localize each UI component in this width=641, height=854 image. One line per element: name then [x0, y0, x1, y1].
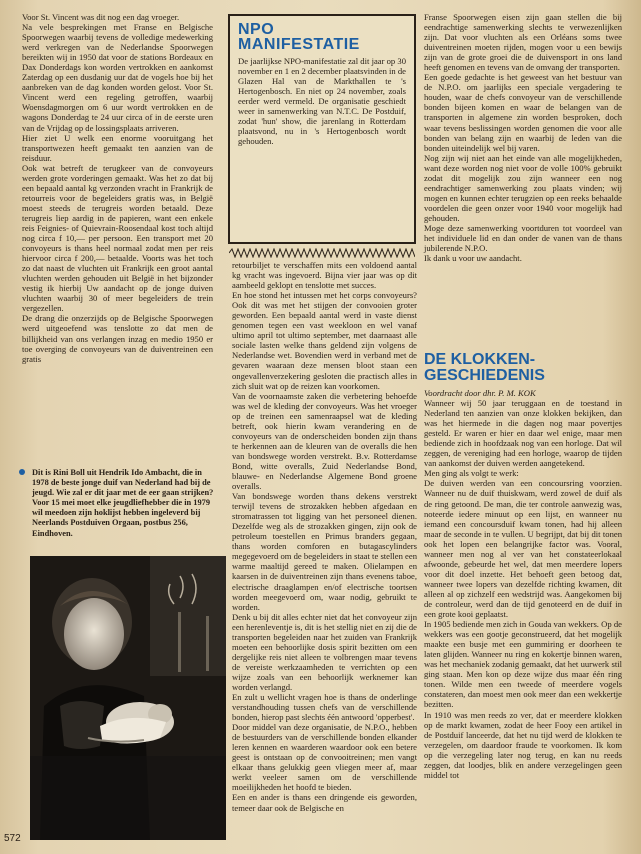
paragraph: Door middel van deze organisatie, de N.P.O., hebben de bestuurders van de verschillende bonden elkander leren kennen en waarderen waardoor ook een betere geest is ontstaan op de convooitreinen; men vangt elkaar thans gelukkig geen vliegen meer af, maar werkt veeleer samen om de verschillende moeilijkheden het hoofd te bieden.	[232, 722, 417, 793]
paragraph: Denk u bij dit alles echter niet dat het convoyeur zijn een herenleventje is, dit is het stellig niet en zij die de transporten begeleiden naar het zuiden van Frankrijk moeten een behoorlijke dosis spirit bezitten om een dergelijke reis niet alleen te volbrengen maar tevens de vereiste werkzaamheden te verrichten op een wijze zoals van een behoorlijk werknemer kan worden verlangd.	[232, 611, 417, 692]
paragraph: Ik dank u voor uw aandacht.	[424, 253, 522, 264]
box-text: De jaarlijkse NPO-manifestatie zal dit jaar op 30 november en 1 en 2 december plaatsvinden in de Glazen Hal van de Markthallen te 's Hertogenbosch. En niet op 24 november, zoals eerder werd vermeld. De organisatie geschiedt weer in samenwerking van N.T.C. De Postduif, zodat 'hun' show, die jarenlang in Rotterdam plaatsvond, nu in 's Hertogenbosch wordt gehouden.	[238, 56, 406, 147]
zigzag-divider	[229, 248, 415, 258]
section-title-line2: GESCHIEDENIS	[424, 367, 545, 384]
paragraph: Een goede gedachte is het geweest van het bestuur van de N.P.O. om jaarlijks een speciale vergadering te houden, waar de chefs convoyeur van de verschillende bonden bijeen komen en waar de belangen van de transporten in algemene zin worden besproken, doch waar tevens beslissingen worden genomen die voor alle bonden van belang zijn en waarbij de leden van die bonden uiteindelijk wel bij varen.	[424, 72, 622, 153]
box-title-line1: NPO	[238, 21, 275, 38]
column-right	[424, 12, 622, 263]
paragraph: Nog zijn wij niet aan het einde van alle mogelijkheden, want deze worden nog niet voor de volle 100% gebruikt zodat dit mogelijk zou zijn wanneer een nog eendrachtiger samenwerking zou plaats vinden; wij mogen en kunnen echter terugzien op een reeks behaalde voordelen die geen onzer voor 1940 voor mogelijk had gehouden.	[424, 152, 622, 223]
bullet-icon	[19, 469, 25, 475]
paragraph: Wanneer wij 50 jaar teruggaan en de toestand in Nederland ten aanzien van onze klokken bekijken, dan was het hiermede in die dagen nog maar povertjes gesteld. Er waren er hier en daar wel enige, maar men bediende zich in hoofdzaak nog van een horloge. Dat wil zeggen, de vereniging had een horloge, waarop de tijden van aankomst der duiven werden aangetekend.	[424, 398, 622, 469]
section-title-line1: DE KLOKKEN-	[424, 351, 536, 368]
npo-manifestatie-box	[228, 14, 416, 244]
paragraph: In 1905 bediende men zich in Gouda van wekkers. Op de wekkers was een gootje geconstrueerd, dat het mogelijk maakte een busje met een gummiring er doorheen te laten glijden. Wanneer nu ring en kokertje binnen waren, was het mechaniek zodanig gemaakt, dat het uurwerk stil ging staan. Men kon op deze wijze dus maar één ring tonen. Wilde men een tweede of meerdere vogels constateren, dan moest men ook meer dan een wekkertje bezitten.	[424, 619, 622, 710]
paragraph: En hoe stond het intussen met het corps convoyeurs? Ook dit was met het stijgen der convooien groter geworden. Een bepaald aantal werd in vaste dienst genomen tegen een vast weekloon en wel vanaf ultimo april tot ultimo september, met daarnaast alle sociale lasten welke thans geldend zijn volgens de Nederlandse wet. Bovendien werd in verband met de gevaren waaraan deze mensen bloot staan een ongevallenverzekering gesloten die practisch alles in zich sluit wat op de reizen kan voorkomen.	[232, 290, 417, 391]
column-left	[22, 12, 213, 364]
paragraph: Franse Spoorwegen eisen zijn gaan stellen die bij eendrachtige samenwerking slechts te verwezenlijken zijn. Dat voor vluchten als een Orléans soms twee duiventreinen moeten rijden, mogen voor u een bewijs zijn van de grote groei die de duivensport in ons land heeft genomen en tevens van de omvang der transporten.	[424, 12, 622, 73]
photo-boy-with-pigeon	[30, 556, 226, 840]
column-right-section	[424, 388, 622, 780]
paragraph: Van bondswege worden thans dekens verstrekt terwijl tevens de strozakken hebben afgedaan en stromatrassen tot ligging van het personeel dienen. Dezelfde weg als de strozakken gingen, zijn ook de petroleum toestellen en Primus branders gegaan, thans worden comforen en butagascylinders megegevoerd om de begeleiders in staat te stellen een warme maaltijd gereed te maken. Olielampen en kaarsen in de duiventreinen zijn thans evenens taboe, electrische draaglampen en/of electrische toortsen worden meegevoerd om, waar nodig, gebruikt te worden.	[232, 491, 417, 612]
paragraph: De drang die onzerzijds op de Belgische Spoorwegen werd uitgeoefend was tenslotte zo dat men de billijkheid van ons verlangen inzag en medio 1950 er toe overging de convoyeurs van de duiventreinen een gratis	[22, 313, 213, 364]
paragraph: Na vele besprekingen met Franse en Belgische Spoorwegen waarbij tevens de volledige medewerking werd verkregen van de Nederlandse Spoorwegen bereikten wij in 1950 dat voor de stations Bordeaux en Dax Donderdags kon worden vertrokken en aankomst Zaterdag op een dusdanig uur dat de vogels hoe bij het aanbreken van de dag konden worden gelost. Voor St. Vincent werd een regeling getroffen, waarbij Woensdagmorgen om 6 uur wordt vertrokken en de wagons Donderdag te 24 uur circa of in de eerste uren van de Vrijdag op de lossingsplaats arriveren.	[22, 22, 213, 133]
paragraph: Moge deze samenwerking voortduren tot voordeel van het individuele lid en dan onder de vanen van de thans jubilerende N.P.O.	[424, 222, 622, 254]
paragraph: De duiven werden van een concoursring voorzien. Wanneer nu de duif thuiskwam, werd zowel de duif als de ring getoond. De man, die ter controle aanwezig was, noteerde iedere minuut op een lijst, en wanneer nu iemand een concoursduif kwam tonen, had hij alleen maar de seconde in te vullen. U begrijpt, dat bij dit tonen ook het lopen een belangrijke factor was. Vooral, wanneer men nog al ver van het constateerlokaal afwoonde, gebeurde het wel, dat men meerdere lopers voor dit doel inzette. Het behoeft geen betoog dat, wanneer twee lopers van dezelfde richting kwamen, dit alleen al op zichzelf een wedstrijd was. Aangekomen bij de controleur, werd dan de tijd genoteerd en de duif in een grote kooi geplaatst.	[424, 478, 622, 620]
paragraph: retourbiljet te verschaffen mits een voldoend aantal kg vracht was ingevoerd. Bijna vier jaar was op dit aambeeld geklopt en tenslotte met succes.	[232, 260, 417, 291]
byline: Voordracht door dhr. P. M. KOK	[424, 388, 536, 398]
paragraph: En zult u wellicht vragen hoe is thans de onderlinge verstandhouding tussen chefs van de verschillende bonden, hierop past slechts één antwoord 'opperbest'.	[232, 692, 417, 723]
box-title-line2: MANIFESTATIE	[238, 36, 360, 53]
page-number: 572	[4, 833, 21, 844]
paragraph: Voor St. Vincent was dit nog een dag vroeger.	[22, 12, 180, 22]
photo-caption	[32, 468, 214, 539]
paragraph: Van de voornaamste zaken die verbetering behoefde was wel de kleding der convoyeurs. Was het vroeger op de treinen een samenraapsel wat de kleding betreft, ook hierin kwam verandering en de convoyeurs van de onderscheiden bonden zijn thans te herkennen aan de kleuren van de overalls die hen van bondswege worden verstrekt. B.v. Rotterdamse Bond, witte overalls, Zuid Nederlandse Bond, blauwe- en Nederlandse Algemene Bond groene overalls.	[232, 390, 417, 492]
paragraph: Men ging als volgt te werk:	[424, 468, 519, 479]
caption-text: Dit is Rini Boll uit Hendrik Ido Ambacht, die in 1978 de beste jonge duif van Nederland had bij de jeugd. Wie zal er dit jaar met de eer gaan strijken? Voor 15 mei moet elke jeugdliefhebber die in 1979 wil meedoen zijn hoklijst hebben ingeleverd bij Neerlands Postduiven Orgaan, postbus 256, Eindhoven.	[32, 468, 214, 538]
section-title	[424, 352, 622, 384]
paragraph: Een en ander is thans een dringende eis geworden, temeer daar ook de Belgische en	[232, 792, 417, 813]
paragraph: In 1910 was men reeds zo ver, dat er meerdere klokken op de markt kwamen, zodat de heer Fooy een artikel in de Postduif lanceerde, dat het nu tijd werd de klokken te verzegelen, om daardoor fraude te voorkomen. Ik kom op die verzegeling later nog terug, en kan nu reeds zeggen, dat loodjes, blik en andere verzegelingen geen middel tot	[424, 709, 622, 780]
paragraph: Hier ziet U welk een enorme vooruitgang het transportwezen heeft gemaakt ten aanzien van de reisduur.	[22, 132, 213, 163]
column-middle	[232, 260, 417, 813]
paragraph: Ook wat betreft de terugkeer van de convoyeurs werden grote vorderingen gemaakt. Was het zo dat bij een bepaald aantal kg verzonden vracht in Frankrijk de retourreis voor de begeleiders gratis was, in België moest steeds de terugreis worden betaald. Deze terugreis liep aardig in de papieren, want een enkele reis Feignies- of Quievrain-Roosendaal kost toch altijd nog circa f 10,— per persoon. Een transport met 20 convoyeurs is thans heel normaal zodat men per reis hiervoor circa f 200,— betaalde. Voorts was het toch zo dat naast de vluchten uit Frankrijk een groot aantal vluchten werden gehouden uit België in het bijzonder vestig ik hierbij Uw aandacht op de jonge duiven vluchten waarbij 30 of meer begeleiders de trein vergezellen.	[22, 162, 213, 314]
photo-image	[30, 556, 226, 840]
box-title	[238, 22, 406, 52]
